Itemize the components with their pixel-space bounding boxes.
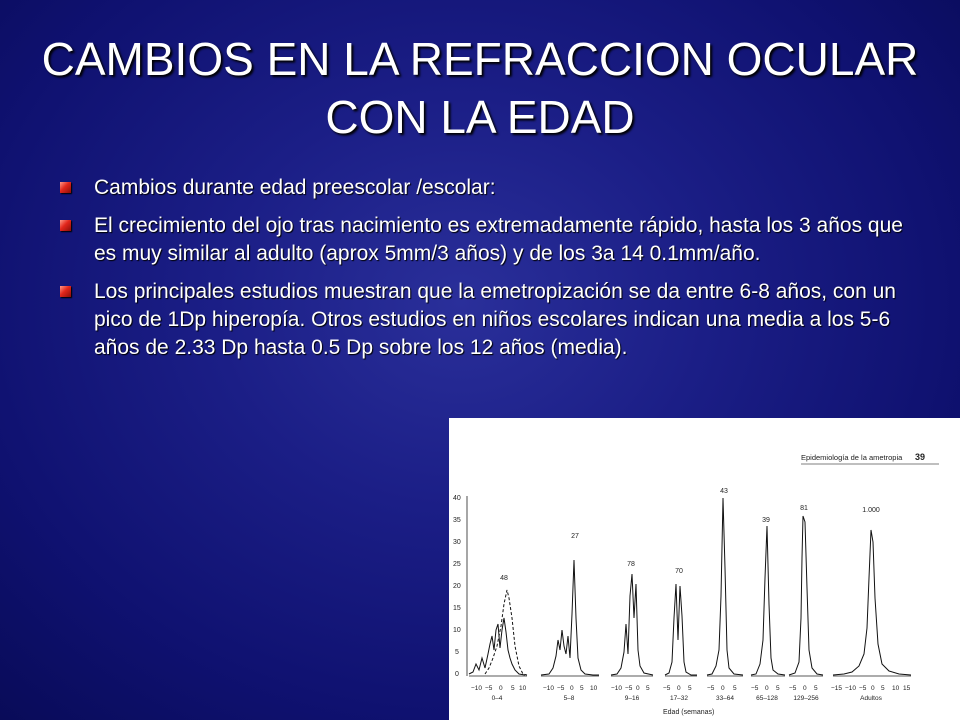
series-line: [541, 560, 599, 675]
x-tick-label: 5: [733, 685, 737, 692]
x-tick-label: 10: [590, 685, 598, 692]
red-square-bullet-icon: [60, 220, 71, 231]
x-tick-label: −5: [751, 685, 759, 692]
refraction-distribution-figure: [449, 418, 960, 720]
figure-svg: [449, 418, 960, 720]
sample-size-label: 27: [571, 533, 579, 540]
age-group-label: 0–4: [491, 695, 503, 702]
x-tick-label: 5: [580, 685, 584, 692]
age-group-label: 33–64: [715, 695, 735, 702]
y-tick-label: 15: [453, 605, 461, 612]
x-tick-label: 5: [688, 685, 692, 692]
sample-size-label: 48: [500, 575, 508, 582]
x-tick-label: −10: [611, 685, 623, 692]
x-tick-label: −5: [663, 685, 671, 692]
panel-65-128: [751, 517, 785, 702]
x-tick-label: 5: [511, 685, 515, 692]
x-tick-label: 0: [677, 685, 681, 692]
y-tick-label: 30: [453, 539, 461, 546]
x-tick-label: −15: [831, 685, 843, 692]
x-tick-label: 0: [803, 685, 807, 692]
bullet-item: [60, 278, 920, 362]
series-line: [789, 516, 823, 675]
x-tick-label: 0: [765, 685, 769, 692]
x-tick-label: 5: [646, 685, 650, 692]
x-tick-label: −10: [845, 685, 857, 692]
y-tick-label: 40: [453, 495, 461, 502]
y-tick-label: 25: [453, 561, 461, 568]
bullet-item: [60, 212, 920, 268]
panel-0-4: [469, 575, 527, 702]
x-tick-label: 5: [814, 685, 818, 692]
red-square-bullet-icon: [60, 286, 71, 297]
x-tick-label: 0: [499, 685, 503, 692]
x-tick-label: −5: [557, 685, 565, 692]
panel-adultos: [831, 507, 911, 702]
age-group-label: 17–32: [669, 695, 689, 702]
age-group-label: 5–8: [563, 695, 575, 702]
series-line: [665, 584, 697, 675]
x-tick-label: 0: [636, 685, 640, 692]
sample-size-label: 78: [627, 561, 635, 568]
y-tick-label: 0: [455, 671, 459, 678]
x-tick-label: 10: [892, 685, 900, 692]
x-tick-label: 0: [570, 685, 574, 692]
x-tick-label: −5: [859, 685, 867, 692]
x-tick-label: 0: [721, 685, 725, 692]
x-tick-label: 10: [519, 685, 527, 692]
red-square-bullet-icon: [60, 182, 71, 193]
sample-size-label: 81: [800, 505, 808, 512]
x-tick-label: 5: [776, 685, 780, 692]
series-line: [751, 526, 785, 675]
panel-129-256: [789, 505, 823, 702]
x-tick-label: −5: [485, 685, 493, 692]
bullet-text: Los principales estudios muestran que la emetropización se da entre 6-8 años, con un pico de 1Dp hiperopía. Otros estudios en niños escolares indican una media a los 5-6 años de 2.33 Dp hasta 0.5 Dp sobre los 12 años (media).: [94, 280, 896, 359]
sample-size-label: 39: [762, 517, 770, 524]
bullet-text: Cambios durante edad preescolar /escolar:: [94, 176, 496, 199]
sample-size-label: 43: [720, 488, 728, 495]
y-tick-label: 10: [453, 627, 461, 634]
series-line: [833, 530, 911, 675]
x-tick-label: 0: [871, 685, 875, 692]
x-tick-label: 15: [903, 685, 911, 692]
age-group-label: 9–16: [624, 695, 640, 702]
x-tick-label: −5: [789, 685, 797, 692]
x-tick-label: −5: [625, 685, 633, 692]
sample-size-label: 1.000: [862, 507, 880, 514]
bullet-item: [60, 174, 920, 202]
bullet-list: [60, 174, 920, 372]
panel-33-64: [707, 488, 743, 702]
page-number: 39: [915, 452, 926, 462]
slide-title: CAMBIOS EN LA REFRACCION OCULAR CON LA EDAD: [41, 33, 919, 143]
x-tick-label: −5: [707, 685, 715, 692]
y-tick-label: 20: [453, 583, 461, 590]
age-group-label: Adultos: [860, 695, 882, 702]
y-tick-group: [453, 495, 461, 678]
panel-5-8: [541, 533, 599, 702]
series-line: [611, 574, 653, 675]
y-tick-label: 5: [455, 649, 459, 656]
x-tick-label: −10: [471, 685, 483, 692]
x-tick-label: 5: [881, 685, 885, 692]
bullet-text: El crecimiento del ojo tras nacimiento es extremadamente rápido, hasta los 3 años que es muy similar al adulto (aprox 5mm/3 años) y de los 3a 14 0.1mm/año.: [94, 214, 903, 265]
panel-9-16: [611, 561, 653, 702]
x-tick-label: −10: [543, 685, 555, 692]
age-group-label: 65–128: [756, 695, 778, 702]
sample-size-label: 70: [675, 568, 683, 575]
y-tick-label: 35: [453, 517, 461, 524]
figure-header: Epidemiología de la ametropia: [801, 453, 903, 462]
series-line: [707, 498, 743, 675]
x-axis-label: Edad (semanas): [663, 709, 715, 716]
age-group-label: 129–256: [793, 695, 819, 702]
panel-17-32: [663, 568, 697, 702]
